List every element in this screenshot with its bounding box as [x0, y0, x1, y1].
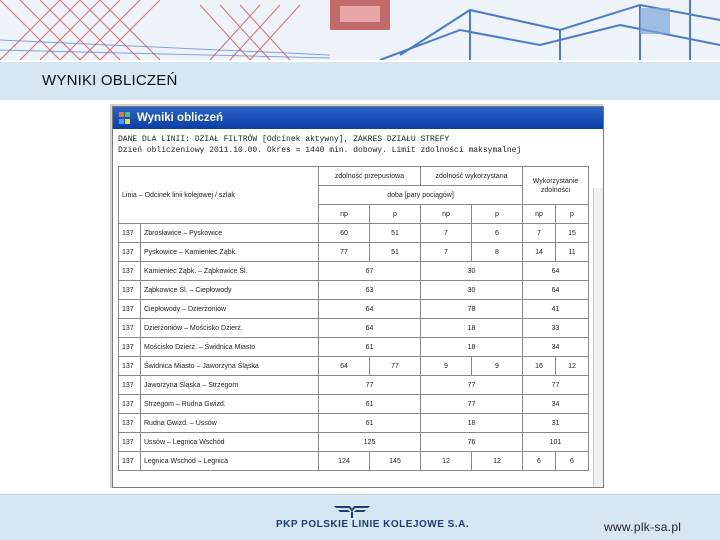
- subgroup-header: doba [pary pociągów]: [319, 186, 523, 205]
- table-row[interactable]: [119, 300, 589, 319]
- line-number-cell: 137: [119, 395, 141, 414]
- section-name-cell: Legnica Wschód – Legnica: [141, 452, 319, 471]
- value-cell: 12: [421, 452, 472, 471]
- table-row[interactable]: [119, 433, 589, 452]
- line-number-cell: 137: [119, 357, 141, 376]
- section-name-cell: Ciepłowody – Dzierżoniów: [141, 300, 319, 319]
- merged-value-cell: 125: [319, 433, 421, 452]
- merged-value-cell: 77: [421, 395, 523, 414]
- col-header: p: [556, 205, 589, 224]
- group-header-used: zdolność wykorzystana: [421, 167, 523, 186]
- table-row[interactable]: [119, 262, 589, 281]
- group-header-capacity: zdolność przepustowa: [319, 167, 421, 186]
- vertical-scrollbar[interactable]: [593, 188, 603, 487]
- section-name-cell: Dzierżoniów – Mościsko Dzierż.: [141, 319, 319, 338]
- value-cell: 145: [370, 452, 421, 471]
- merged-value-cell: 34: [523, 338, 589, 357]
- section-name-cell: Zbrosławice – Pyskowice: [141, 224, 319, 243]
- line-number-cell: 137: [119, 338, 141, 357]
- line-number-cell: 137: [119, 262, 141, 281]
- table-row[interactable]: [119, 357, 589, 376]
- merged-value-cell: 61: [319, 414, 421, 433]
- merged-value-cell: 78: [421, 300, 523, 319]
- section-name-cell: Pyskowice – Kamieniec Ząbk.: [141, 243, 319, 262]
- merged-value-cell: 18: [421, 338, 523, 357]
- merged-value-cell: 61: [319, 338, 421, 357]
- value-cell: 51: [370, 224, 421, 243]
- window-title: Wyniki obliczeń: [137, 112, 224, 124]
- group-header-utilization: Wykorzystanie zdolności: [523, 167, 589, 205]
- table-row[interactable]: [119, 243, 589, 262]
- section-name-cell: Mościsko Dzierż. – Świdnica Miasto: [141, 338, 319, 357]
- table-row[interactable]: [119, 376, 589, 395]
- line-number-cell: 137: [119, 319, 141, 338]
- line-number-cell: 137: [119, 376, 141, 395]
- merged-value-cell: 63: [319, 281, 421, 300]
- merged-value-cell: 18: [421, 414, 523, 433]
- col-header: np: [523, 205, 556, 224]
- section-name-cell: Ząbkowice Śl. – Ciepłowody: [141, 281, 319, 300]
- merged-value-cell: 30: [421, 262, 523, 281]
- line-number-cell: 137: [119, 300, 141, 319]
- col-header: p: [472, 205, 523, 224]
- line-number-cell: 137: [119, 224, 141, 243]
- pkp-plk-logo-icon: [332, 503, 372, 519]
- line-number-cell: 137: [119, 414, 141, 433]
- info-line: DANE DLA LINII: DZIAŁ FILTRÓW [Odcinek aktywny], ZAKRES DZIAŁU STREFY: [118, 135, 450, 144]
- value-cell: 6: [523, 452, 556, 471]
- col-header: p: [370, 205, 421, 224]
- section-name-cell: Rudna Gwizd. – Ussów: [141, 414, 319, 433]
- merged-value-cell: 77: [421, 376, 523, 395]
- table-row[interactable]: [119, 281, 589, 300]
- value-cell: 8: [472, 243, 523, 262]
- merged-value-cell: 101: [523, 433, 589, 452]
- results-window: [112, 106, 604, 488]
- merged-value-cell: 64: [319, 300, 421, 319]
- merged-value-cell: 31: [523, 414, 589, 433]
- company-name: PKP POLSKIE LINIE KOLEJOWE S.A.: [276, 519, 470, 530]
- value-cell: 12: [556, 357, 589, 376]
- merged-value-cell: 64: [523, 262, 589, 281]
- value-cell: 7: [421, 243, 472, 262]
- value-cell: 14: [523, 243, 556, 262]
- merged-value-cell: 77: [319, 376, 421, 395]
- line-number-cell: 137: [119, 281, 141, 300]
- value-cell: 9: [421, 357, 472, 376]
- app-logo-icon: [119, 112, 131, 124]
- merged-value-cell: 30: [421, 281, 523, 300]
- value-cell: 60: [319, 224, 370, 243]
- value-cell: 6: [556, 452, 589, 471]
- line-number-cell: 137: [119, 433, 141, 452]
- table-row[interactable]: [119, 414, 589, 433]
- merged-value-cell: 77: [523, 376, 589, 395]
- value-cell: 51: [370, 243, 421, 262]
- row-label-header: Linia – Odcinek linii kolejowej / szlak: [119, 167, 319, 224]
- merged-value-cell: 61: [319, 395, 421, 414]
- info-line: Dzień obliczeniowy 2011.10.00. Okres = 1440 min. dobowy. Limit zdolności maksymalnej: [118, 146, 522, 155]
- line-number-cell: 137: [119, 452, 141, 471]
- section-name-cell: Kamieniec Ząbk. – Ząbkowice Śl.: [141, 262, 319, 281]
- merged-value-cell: 41: [523, 300, 589, 319]
- table-row[interactable]: [119, 338, 589, 357]
- title-band: [0, 62, 720, 100]
- value-cell: 6: [472, 224, 523, 243]
- value-cell: 15: [556, 224, 589, 243]
- merged-value-cell: 34: [523, 395, 589, 414]
- website-link[interactable]: www.plk-sa.pl: [604, 520, 682, 534]
- table-row[interactable]: [119, 452, 589, 471]
- value-cell: 7: [523, 224, 556, 243]
- table-row[interactable]: [119, 395, 589, 414]
- table-row[interactable]: [119, 319, 589, 338]
- value-cell: 16: [523, 357, 556, 376]
- merged-value-cell: 76: [421, 433, 523, 452]
- merged-value-cell: 33: [523, 319, 589, 338]
- slide-title: WYNIKI OBLICZEŃ: [42, 72, 178, 89]
- merged-value-cell: 18: [421, 319, 523, 338]
- col-header: np: [421, 205, 472, 224]
- header-banner-illustration: [0, 0, 720, 60]
- value-cell: 9: [472, 357, 523, 376]
- value-cell: 7: [421, 224, 472, 243]
- section-name-cell: Jaworzyna Śląska – Strzegom: [141, 376, 319, 395]
- value-cell: 124: [319, 452, 370, 471]
- value-cell: 11: [556, 243, 589, 262]
- table-row[interactable]: [119, 224, 589, 243]
- section-name-cell: Ussów – Legnica Wschód: [141, 433, 319, 452]
- merged-value-cell: 64: [319, 319, 421, 338]
- merged-value-cell: 64: [523, 281, 589, 300]
- line-number-cell: 137: [119, 243, 141, 262]
- results-table: [118, 166, 589, 471]
- value-cell: 77: [319, 243, 370, 262]
- info-panel: [113, 129, 603, 156]
- section-name-cell: Strzegom – Rudna Gwizd.: [141, 395, 319, 414]
- value-cell: 64: [319, 357, 370, 376]
- merged-value-cell: 67: [319, 262, 421, 281]
- window-titlebar[interactable]: [113, 107, 603, 129]
- value-cell: 77: [370, 357, 421, 376]
- col-header: np: [319, 205, 370, 224]
- section-name-cell: Świdnica Miasto – Jaworzyna Śląska: [141, 357, 319, 376]
- value-cell: 12: [472, 452, 523, 471]
